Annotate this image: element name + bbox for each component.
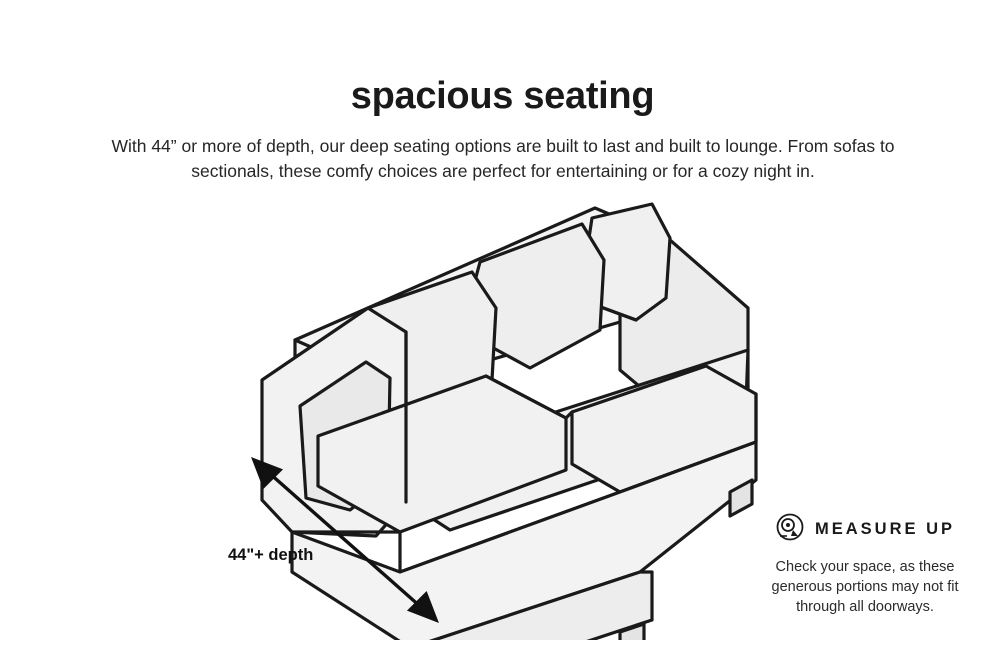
measure-up-header bbox=[745, 512, 985, 547]
page-title: spacious seating bbox=[350, 75, 655, 118]
depth-dimension-arrow bbox=[240, 450, 450, 630]
measure-up-note: Check your space, as these generous portions may not fit through all doorways. bbox=[771, 559, 959, 615]
body-copy: With 44” or more of depth, our deep seating options are built to last and built to lounge. From sofas to sectionals, these comfy choices are perfect for entertaining or for a cozy night in. bbox=[111, 135, 895, 181]
measure-up-callout bbox=[745, 512, 985, 617]
tape-measure-icon bbox=[775, 512, 805, 547]
measure-up-title: MEASURE UP bbox=[814, 520, 955, 538]
depth-dimension-label: 44"+ depth bbox=[228, 546, 314, 564]
